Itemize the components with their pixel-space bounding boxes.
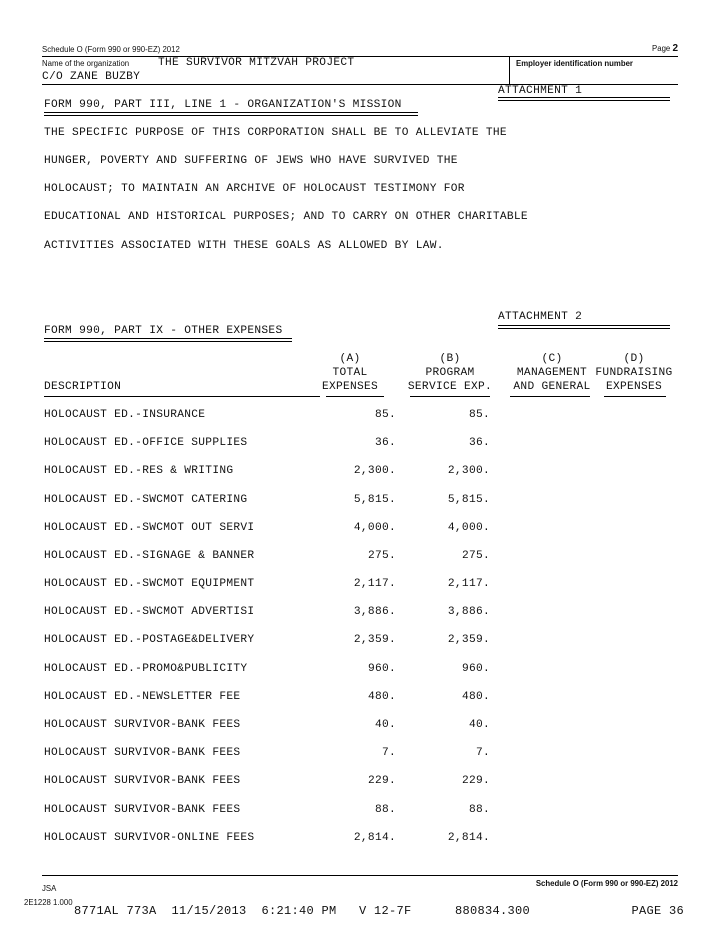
table-row [0,606,720,620]
row-description: HOLOCAUST SURVIVOR-BANK FEES [44,775,241,787]
header-bottom-rule [42,84,678,85]
row-total-expenses: 2,359. [353,634,396,646]
row-description: HOLOCAUST ED.-RES & WRITING [44,465,234,477]
col-d-header-1: (D) [623,353,645,365]
mission-line: EDUCATIONAL AND HISTORICAL PURPOSES; AND TO CARRY ON OTHER CHARITABLE [44,211,528,223]
table-row [0,465,720,479]
row-total-expenses: 5,815. [353,494,396,506]
col-description-underline [44,396,320,397]
org-name: THE SURVIVOR MITZVAH PROJECT [158,57,355,69]
form-code: 2E1228 1.000 [24,898,73,907]
table-row [0,494,720,508]
row-total-expenses: 40. [374,719,396,731]
col-description-header: DESCRIPTION [44,381,122,393]
row-program-service: 4,000. [447,522,490,534]
row-description: HOLOCAUST SURVIVOR-BANK FEES [44,804,241,816]
row-total-expenses: 3,886. [353,606,396,618]
footer-schedule-label: Schedule O (Form 990 or 990-EZ) 2012 [535,879,678,888]
mission-line: ACTIVITIES ASSOCIATED WITH THESE GOALS AS ALLOWED BY LAW. [44,240,444,252]
table-row [0,747,720,761]
header-rule [42,56,678,57]
row-program-service: 2,814. [447,832,490,844]
attachment-2-rule [498,325,670,329]
row-program-service: 3,886. [447,606,490,618]
row-description: HOLOCAUST ED.-SWCMOT OUT SERVI [44,522,255,534]
col-b-header-3: SERVICE EXP. [407,381,493,393]
col-a-header-1: (A) [339,353,361,365]
col-d-header-3: EXPENSES [605,381,663,393]
row-program-service: 7. [475,747,490,759]
col-c-underline [510,396,590,397]
col-c-header-1: (C) [541,353,563,365]
row-description: HOLOCAUST ED.-INSURANCE [44,409,206,421]
attachment-1-label: ATTACHMENT 1 [498,85,583,97]
row-total-expenses: 36. [374,437,396,449]
mission-line: THE SPECIFIC PURPOSE OF THIS CORPORATION SHALL BE TO ALLEVIATE THE [44,127,507,139]
footer-page: PAGE 36 [631,904,684,918]
schedule-label: Schedule O (Form 990 or 990-EZ) 2012 [42,45,180,54]
col-b-underline [410,396,490,397]
row-description: HOLOCAUST ED.-POSTAGE&DELIVERY [44,634,255,646]
row-total-expenses: 2,814. [353,832,396,844]
footer-rule [42,875,678,876]
row-program-service: 2,300. [447,465,490,477]
row-description: HOLOCAUST ED.-SWCMOT EQUIPMENT [44,578,255,590]
col-b-header-1: (B) [439,353,461,365]
row-program-service: 960. [461,663,490,675]
mission-line: HUNGER, POVERTY AND SUFFERING OF JEWS WHO HAVE SURVIVED THE [44,155,458,167]
col-c-header-2: MANAGEMENT [516,367,588,379]
col-a-header-2: TOTAL [332,367,368,379]
row-program-service: 480. [461,691,490,703]
row-total-expenses: 4,000. [353,522,396,534]
mission-heading-underline [44,112,418,116]
page-indicator [652,43,678,54]
attachment-1-rule [498,97,670,101]
row-description: HOLOCAUST ED.-NEWSLETTER FEE [44,691,241,703]
table-row [0,832,720,846]
page-label: Page [652,44,671,53]
row-program-service: 2,359. [447,634,490,646]
row-program-service: 85. [468,409,490,421]
col-d-underline [604,396,666,397]
table-row [0,437,720,451]
table-row [0,409,720,423]
row-total-expenses: 7. [381,747,396,759]
col-b-header-2: PROGRAM [425,367,475,379]
table-row [0,719,720,733]
row-program-service: 229. [461,775,490,787]
row-description: HOLOCAUST ED.-SWCMOT ADVERTISI [44,606,255,618]
row-program-service: 88. [468,804,490,816]
row-description: HOLOCAUST SURVIVOR-BANK FEES [44,747,241,759]
ein-label: Employer identification number [516,59,633,68]
table-row [0,634,720,648]
mission-line: HOLOCAUST; TO MAINTAIN AN ARCHIVE OF HOLOCAUST TESTIMONY FOR [44,183,465,195]
table-row [0,550,720,564]
expenses-heading: FORM 990, PART IX - OTHER EXPENSES [44,325,283,337]
jsa-label: JSA [42,884,57,893]
col-a-underline [326,396,384,397]
row-description: HOLOCAUST ED.-OFFICE SUPPLIES [44,437,248,449]
col-a-header-3: EXPENSES [321,381,379,393]
print-timestamp: 8771AL 773A 11/15/2013 6:21:40 PM V 12-7F [74,904,412,918]
table-row [0,775,720,789]
row-program-service: 2,117. [447,578,490,590]
row-total-expenses: 275. [367,550,396,562]
row-total-expenses: 2,300. [353,465,396,477]
row-total-expenses: 480. [367,691,396,703]
page-number: 2 [672,43,678,54]
row-total-expenses: 88. [374,804,396,816]
ein-divider [509,56,510,84]
batch-number: 880834.300 [455,904,531,918]
table-row [0,691,720,705]
table-row [0,522,720,536]
table-row [0,804,720,818]
row-description: HOLOCAUST ED.-SWCMOT CATERING [44,494,248,506]
row-program-service: 36. [468,437,490,449]
expenses-heading-underline [44,338,292,342]
table-row [0,663,720,677]
row-program-service: 40. [468,719,490,731]
mission-heading: FORM 990, PART III, LINE 1 - ORGANIZATION'S MISSION [44,99,402,111]
row-total-expenses: 2,117. [353,578,396,590]
row-total-expenses: 229. [367,775,396,787]
row-program-service: 275. [461,550,490,562]
table-row [0,578,720,592]
row-total-expenses: 960. [367,663,396,675]
row-description: HOLOCAUST SURVIVOR-BANK FEES [44,719,241,731]
org-name-line2: C/O ZANE BUZBY [42,71,141,83]
col-c-header-3: AND GENERAL [513,381,591,393]
row-total-expenses: 85. [374,409,396,421]
row-description: HOLOCAUST ED.-SIGNAGE & BANNER [44,550,255,562]
row-description: HOLOCAUST SURVIVOR-ONLINE FEES [44,832,255,844]
col-d-header-2: FUNDRAISING [595,367,673,379]
org-name-label: Name of the organization [42,59,130,68]
row-description: HOLOCAUST ED.-PROMO&PUBLICITY [44,663,248,675]
attachment-2-label: ATTACHMENT 2 [498,311,583,323]
row-program-service: 5,815. [447,494,490,506]
